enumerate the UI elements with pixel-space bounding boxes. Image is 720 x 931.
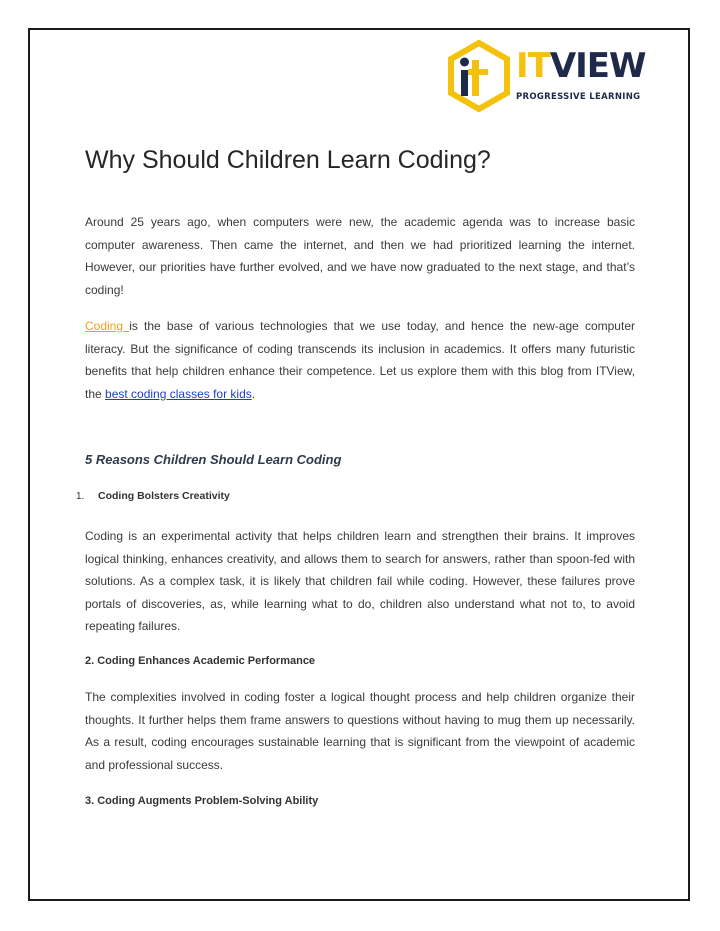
reason-1-label: Coding Bolsters Creativity — [98, 490, 230, 502]
logo-tagline: PROGRESSIVE LEARNING — [516, 92, 641, 102]
logo-word-it: IT — [516, 46, 550, 86]
reason-1-number: 1. — [76, 491, 85, 502]
paragraph-creativity: Coding is an experimental activity that helps children learn and strengthen their brains. It improves logical thinking, enhances creativity, and allows them to search for answers, rather than spoon-fed with solutions. As a complex task, it is likely that children fail while coding. However, these failures prove portals of discoveries, as, while learning what to do, children also understand what not to, to avoid repeating failures. — [85, 529, 635, 634]
reason-1-item — [76, 490, 230, 502]
logo-word-view: VIEW — [549, 46, 646, 86]
logo-hexagon-icon — [446, 40, 512, 112]
paragraph-academic: The complexities involved in coding foster a logical thought process and help children organize their thoughts. It further helps them frame answers to questions without having to mug them up necessarily. As a result, coding encourages sustainable learning that is significant from the viewpoint of academic and professional success. — [85, 690, 635, 772]
itview-logo — [446, 40, 646, 112]
paragraph-intro: Around 25 years ago, when computers were new, the academic agenda was to increase basic computer awareness. Then came the internet, and then we had prioritized learning the internet. However, our priorities have further evolved, and we have now graduated to the next stage, and that’s coding! — [85, 215, 635, 297]
paragraph-coding-text: is the base of various technologies that we use today, and hence the new-age computer literacy. But the significance of coding transcends its inclusion in academics. It offers many futuristic benefits that help children enhance their competence. Let us explore them with this blog from ITView, the — [85, 319, 635, 401]
best-coding-classes-link[interactable]: best coding classes for kids — [105, 386, 252, 401]
reason-2-heading: 2. Coding Enhances Academic Performance — [85, 655, 316, 667]
logo-wordmark — [516, 46, 646, 86]
paragraph-coding-end: . — [251, 386, 256, 401]
reason-3-heading: 3. Coding Augments Problem-Solving Ability — [85, 795, 319, 807]
paragraph-coding — [85, 315, 635, 405]
page-title: Why Should Children Learn Coding? — [85, 146, 491, 174]
reasons-subheading: 5 Reasons Children Should Learn Coding — [85, 452, 342, 467]
coding-link[interactable]: Coding — [85, 319, 130, 333]
